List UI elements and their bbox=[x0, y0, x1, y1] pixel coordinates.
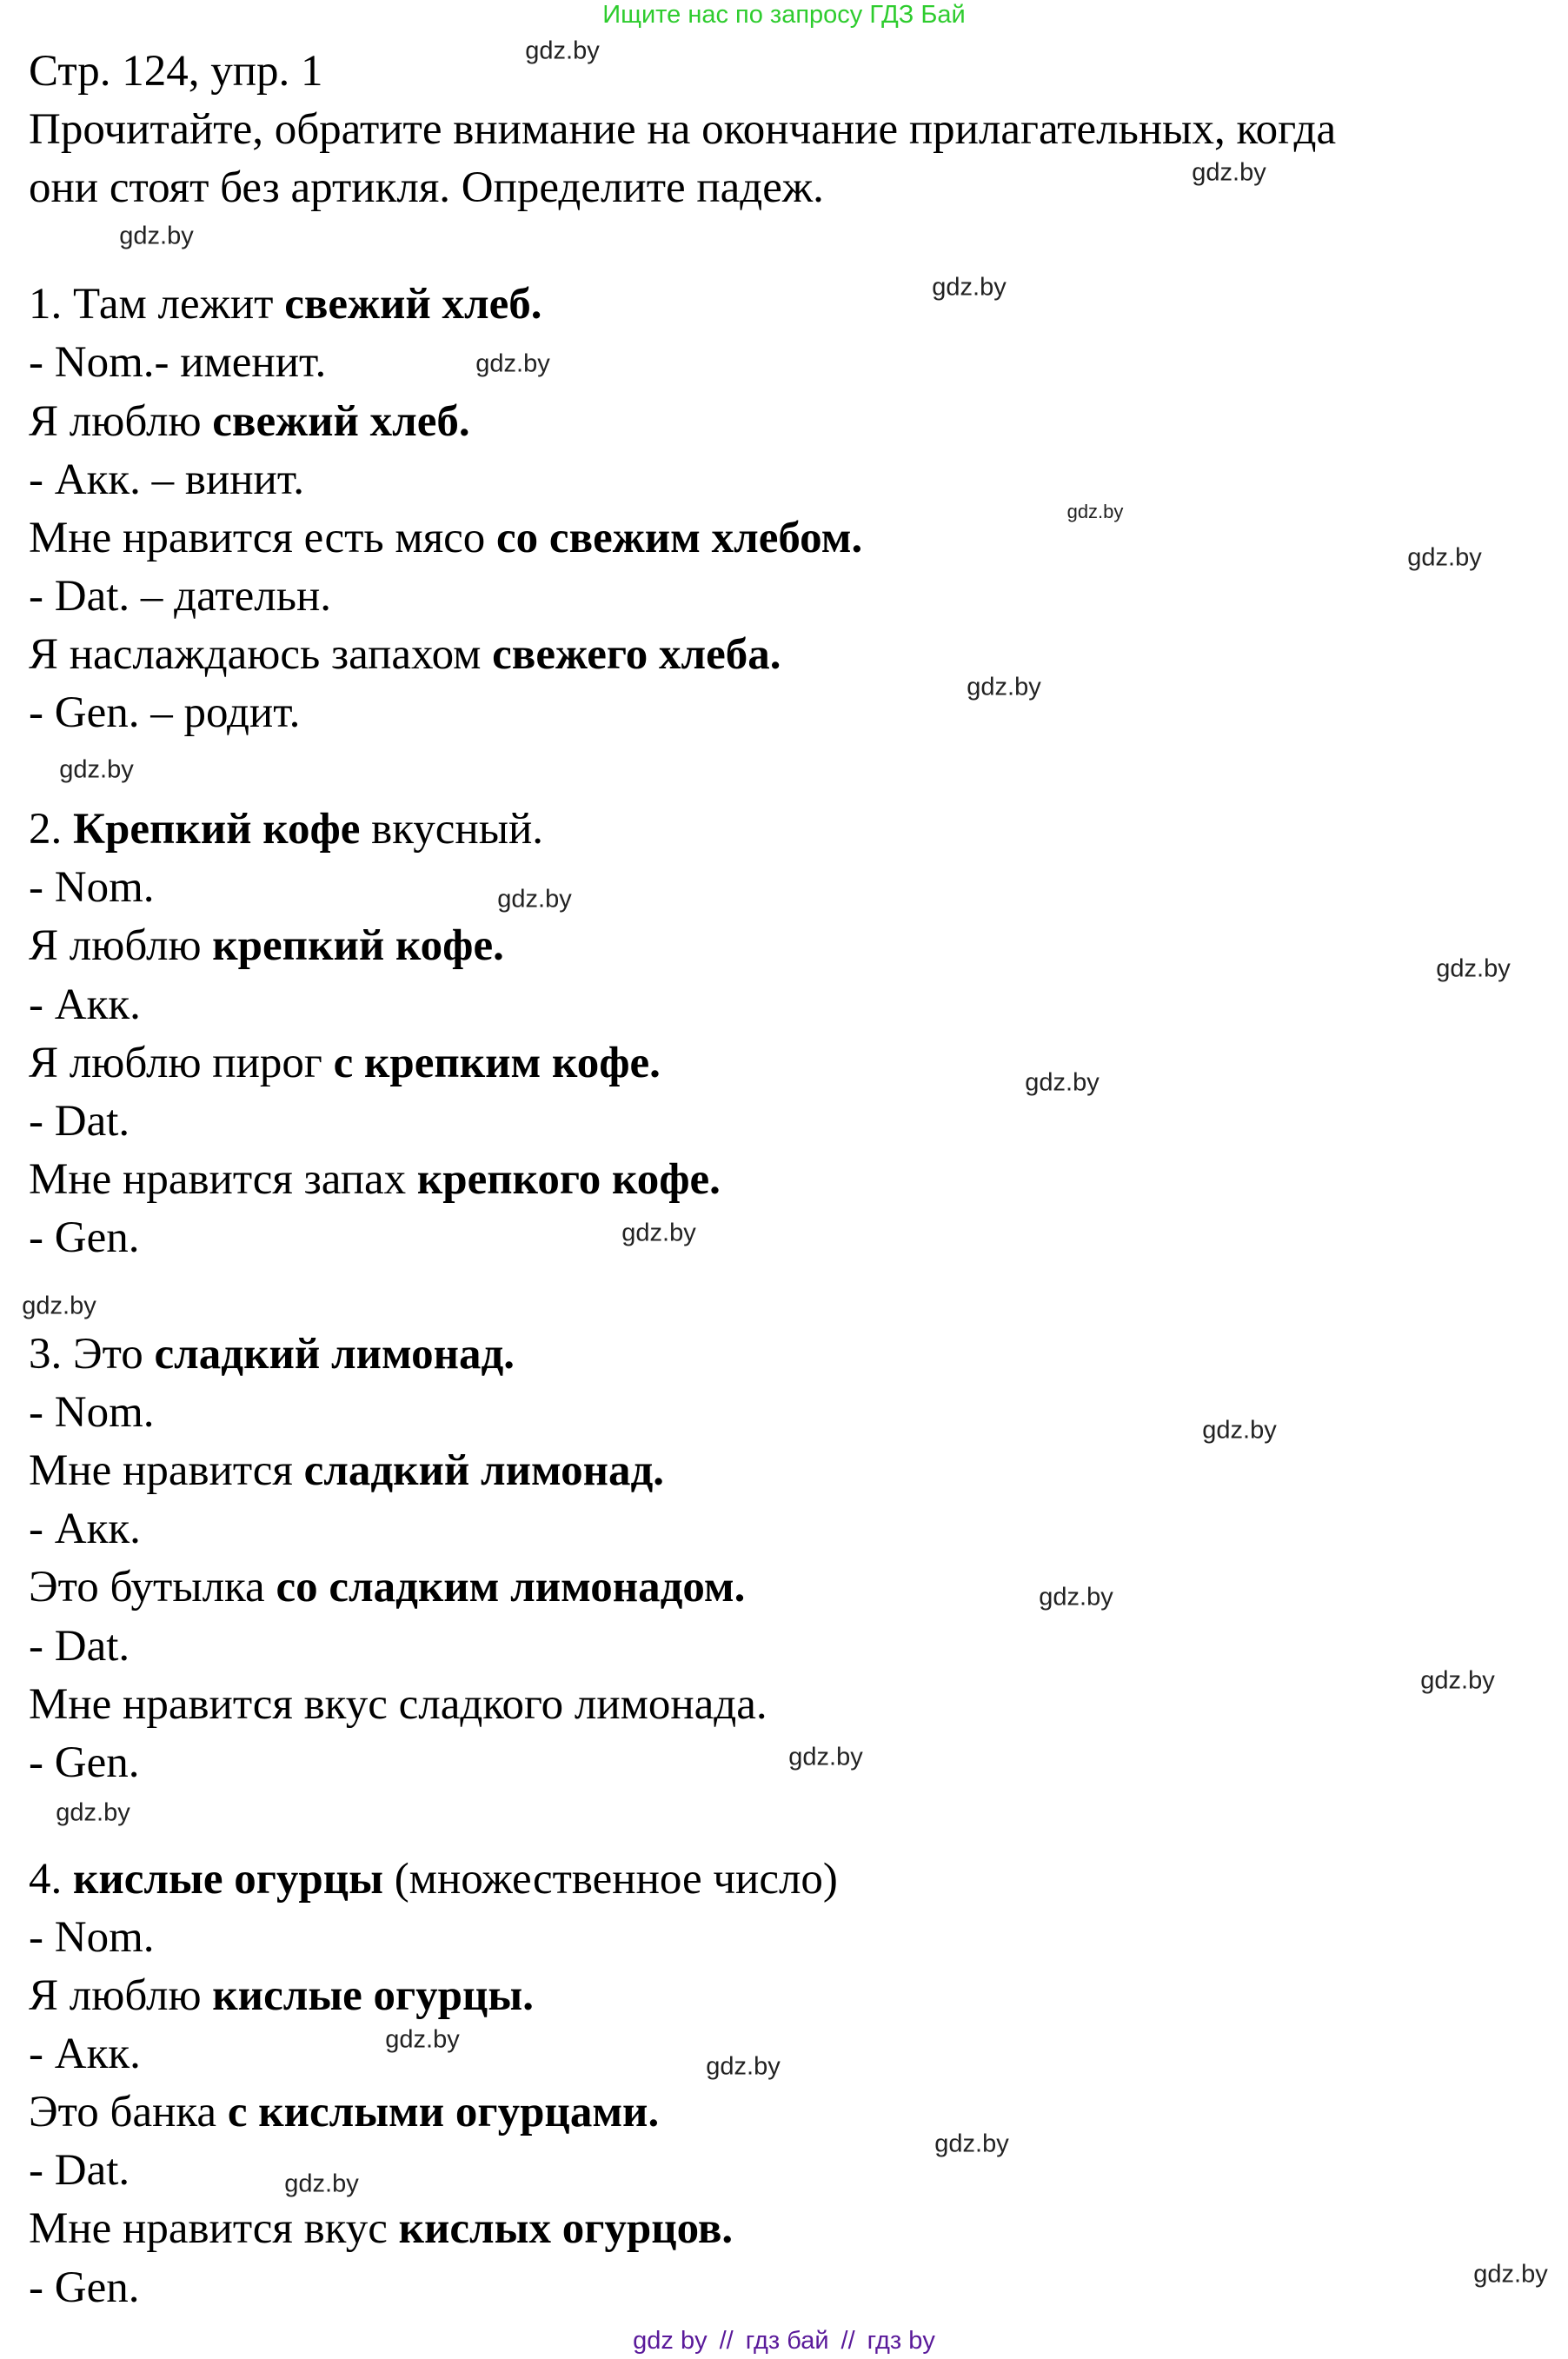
bold-phrase: сладкий лимонад. bbox=[154, 1330, 515, 1379]
text-segment: - Nom. bbox=[29, 1913, 155, 1962]
text-line bbox=[29, 1384, 1336, 1442]
bold-phrase: с кислыми огурцами. bbox=[227, 2088, 660, 2137]
blank-line bbox=[29, 742, 1336, 801]
text-segment: (множественное число) bbox=[382, 1854, 838, 1904]
text-line bbox=[29, 159, 1336, 217]
text-segment: 3. Это bbox=[29, 1330, 155, 1379]
text-segment: - Gen. bbox=[29, 2263, 140, 2312]
text-line bbox=[29, 43, 1336, 101]
footer-link-gdz-by[interactable]: gdz by bbox=[633, 2327, 708, 2355]
text-line bbox=[29, 2259, 1336, 2317]
text-segment: Это банка bbox=[29, 2088, 228, 2137]
text-segment: Мне нравится bbox=[29, 1446, 304, 1496]
text-segment: Я люблю bbox=[29, 921, 213, 971]
text-line bbox=[29, 1967, 1336, 2025]
text-line bbox=[29, 101, 1336, 159]
watermark: gdz.by bbox=[1407, 543, 1482, 572]
watermark: gdz.by bbox=[525, 37, 600, 65]
text-line bbox=[29, 1558, 1336, 1617]
text-segment: Я наслаждаюсь запахом bbox=[29, 629, 493, 679]
watermark: gdz.by bbox=[967, 673, 1041, 701]
watermark: gdz.by bbox=[788, 1743, 863, 1771]
watermark: gdz.by bbox=[934, 2130, 1009, 2158]
text-line bbox=[29, 2083, 1336, 2142]
text-line bbox=[29, 684, 1336, 742]
text-line bbox=[29, 509, 1336, 568]
text-segment: - Dat. – дательн. bbox=[29, 571, 332, 621]
text-segment: 4. bbox=[29, 1854, 73, 1904]
watermark: gdz.by bbox=[1420, 1666, 1495, 1695]
text-line bbox=[29, 1851, 1336, 1909]
text-segment: Это бутылка bbox=[29, 1563, 276, 1612]
watermark: gdz.by bbox=[1192, 158, 1266, 187]
text-segment: - Dat. bbox=[29, 1096, 130, 1146]
text-segment: Мне нравится есть мясо bbox=[29, 513, 497, 562]
text-line bbox=[29, 1093, 1336, 1151]
bold-phrase: свежий хлеб. bbox=[284, 280, 542, 329]
watermark: gdz.by bbox=[59, 755, 134, 784]
text-segment: Мне нравится вкус сладкого лимонада. bbox=[29, 1679, 767, 1729]
watermark: gdz.by bbox=[621, 1219, 696, 1247]
blank-line bbox=[29, 1792, 1336, 1851]
watermark: gdz.by bbox=[56, 1798, 130, 1827]
watermark: gdz.by bbox=[1039, 1583, 1113, 1611]
text-segment: вкусный. bbox=[360, 805, 544, 854]
blank-line bbox=[29, 1267, 1336, 1326]
text-line bbox=[29, 1618, 1336, 1676]
text-segment: Мне нравится вкус bbox=[29, 2204, 399, 2254]
watermark: gdz.by bbox=[497, 885, 572, 914]
watermark: gdz.by bbox=[706, 2052, 781, 2081]
text-line bbox=[29, 451, 1336, 509]
text-segment: - Gen. – родит. bbox=[29, 688, 301, 738]
watermark: gdz.by bbox=[284, 2170, 359, 2198]
text-line bbox=[29, 1442, 1336, 1500]
text-segment: 1. Там лежит bbox=[29, 280, 285, 329]
text-line bbox=[29, 334, 1336, 392]
text-segment: - Nom. bbox=[29, 863, 155, 913]
text-line bbox=[29, 2142, 1336, 2200]
text-line bbox=[29, 801, 1336, 859]
watermark: gdz.by bbox=[932, 273, 1007, 302]
footer-separator: // bbox=[840, 2327, 855, 2355]
text-line bbox=[29, 1500, 1336, 1558]
text-segment: - Nom. bbox=[29, 1388, 155, 1438]
blank-line bbox=[29, 217, 1336, 276]
text-line bbox=[29, 1326, 1336, 1384]
text-segment: - Gen. bbox=[29, 1738, 140, 1787]
text-line bbox=[29, 1676, 1336, 1734]
text-segment: - Dat. bbox=[29, 2146, 130, 2196]
text-segment: Я люблю bbox=[29, 396, 213, 446]
text-line bbox=[29, 859, 1336, 917]
watermark: gdz.by bbox=[1436, 954, 1511, 983]
text-line bbox=[29, 626, 1336, 684]
text-segment: Стр. 124, упр. 1 bbox=[29, 47, 323, 96]
bold-phrase: крепкий кофе. bbox=[212, 921, 504, 971]
bold-phrase: с крепким кофе. bbox=[333, 1038, 661, 1087]
bold-phrase: крепкого кофе. bbox=[416, 1154, 721, 1204]
watermark: gdz.by bbox=[475, 349, 550, 378]
bold-phrase: со сладким лимонадом. bbox=[276, 1563, 746, 1612]
text-segment: - Акк. bbox=[29, 2030, 141, 2079]
text-segment: они стоят без артикля. Определите падеж. bbox=[29, 163, 824, 213]
text-line bbox=[29, 976, 1336, 1034]
bold-phrase: кислых огурцов. bbox=[398, 2204, 734, 2254]
text-segment: - Акк. – винит. bbox=[29, 455, 305, 504]
watermark: gdz.by bbox=[1066, 501, 1124, 522]
bold-phrase: со свежим хлебом. bbox=[496, 513, 863, 562]
text-segment: Я люблю пирог bbox=[29, 1038, 334, 1087]
footer-separator: // bbox=[719, 2327, 734, 2355]
text-line bbox=[29, 273, 1336, 334]
footer-link-gdz-by-cyr[interactable]: гдз by bbox=[867, 2327, 935, 2355]
watermark: gdz.by bbox=[385, 2025, 460, 2054]
text-segment: Прочитайте, обратите внимание на окончание прилагательных, когда bbox=[29, 105, 1337, 155]
text-segment: - Nom.- именит. bbox=[29, 338, 327, 388]
exercise-document bbox=[29, 43, 1336, 2317]
text-line bbox=[29, 568, 1336, 626]
footer-links bbox=[0, 2325, 1568, 2356]
text-segment: Мне нравится запах bbox=[29, 1154, 417, 1204]
text-line bbox=[29, 1909, 1336, 1967]
text-line bbox=[29, 917, 1336, 975]
bold-phrase: свежего хлеба. bbox=[492, 629, 781, 679]
text-line bbox=[29, 1034, 1336, 1093]
bold-phrase: кислые огурцы. bbox=[212, 1971, 534, 2021]
text-line bbox=[29, 393, 1336, 451]
search-hint-banner: Ищите нас по запросу ГДЗ Бай bbox=[602, 1, 966, 29]
text-segment: - Gen. bbox=[29, 1213, 140, 1262]
bold-phrase: Крепкий кофе bbox=[73, 805, 361, 854]
text-line bbox=[29, 1734, 1336, 1792]
watermark: gdz.by bbox=[22, 1292, 96, 1320]
text-segment: - Акк. bbox=[29, 980, 141, 1029]
text-segment: - Акк. bbox=[29, 1505, 141, 1554]
watermark: gdz.by bbox=[119, 222, 194, 250]
text-segment: Я люблю bbox=[29, 1971, 213, 2021]
text-line bbox=[29, 2200, 1336, 2258]
bold-phrase: сладкий лимонад. bbox=[303, 1446, 665, 1496]
footer-link-gdz-bai[interactable]: гдз бай bbox=[745, 2327, 829, 2355]
text-segment: - Dat. bbox=[29, 1621, 130, 1671]
bold-phrase: свежий хлеб. bbox=[212, 396, 470, 446]
watermark: gdz.by bbox=[1025, 1068, 1100, 1097]
watermark: gdz.by bbox=[1202, 1416, 1277, 1445]
text-segment: 2. bbox=[29, 805, 73, 854]
text-line bbox=[29, 1151, 1336, 1209]
text-line bbox=[29, 2025, 1336, 2083]
bold-phrase: кислые огурцы bbox=[73, 1854, 383, 1904]
watermark: gdz.by bbox=[1473, 2260, 1548, 2289]
